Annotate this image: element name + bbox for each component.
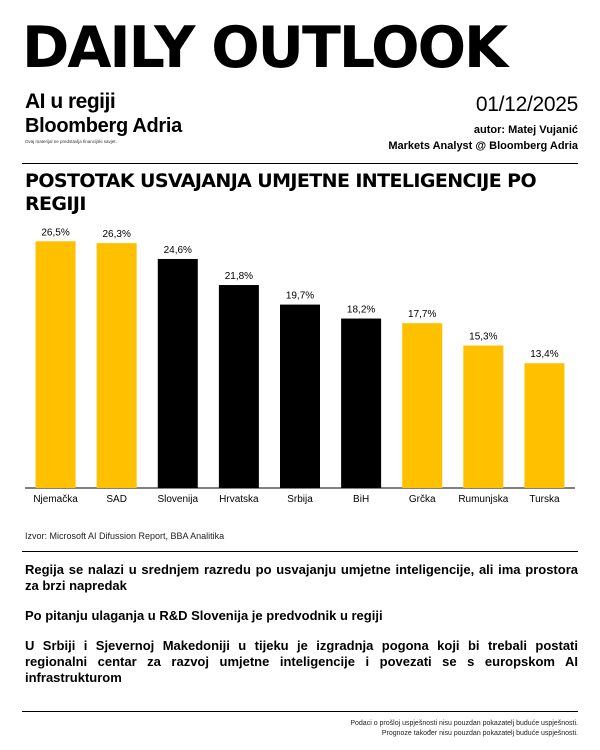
report-date: 01/12/2025 — [475, 93, 578, 116]
bar-value-label: 18,2% — [346, 304, 376, 316]
footer-disclaimer — [350, 719, 578, 739]
x-tick-label: Srbija — [287, 494, 313, 505]
small-disclaimer: Ovaj materijal ne predstavlja financijski savjet. — [25, 139, 117, 144]
bar-7 — [463, 346, 503, 488]
author-name: autor: Matej Vujanić — [473, 124, 578, 136]
x-tick-label: Slovenija — [157, 494, 199, 505]
insight-item: Po pitanju ulaganja u R&D Slovenija je predvodnik u regiji — [25, 608, 383, 623]
bar-2 — [158, 259, 198, 488]
x-tick-label: Turska — [529, 494, 560, 505]
x-tick-label: Grčka — [408, 494, 436, 505]
bar-value-label: 26,3% — [102, 229, 131, 241]
bar-6 — [402, 323, 442, 488]
middle-divider — [22, 551, 578, 552]
insights-list — [25, 562, 578, 700]
bar-4 — [280, 305, 320, 488]
author-role: Markets Analyst @ Bloomberg Adria — [388, 140, 578, 152]
bar-value-label: 15,3% — [469, 331, 498, 343]
bar-3 — [219, 285, 259, 488]
footer-line-1: Podaci o prošloj uspješnosti nisu pouzdan pokazatelj buduće uspješnosti. — [350, 720, 578, 727]
footer-line-2: Prognoze također nisu pouzdan pokazatelj buduće uspješnosti. — [381, 730, 578, 737]
insight-item: Regija se nalazi u srednjem razredu po usvajanju umjetne inteligencije, ali ima prostora za brzi napredak — [25, 562, 578, 593]
bar-value-label: 17,7% — [408, 309, 437, 321]
insight-item: U Srbiji i Sjevernoj Makedoniji u tijeku je izgradnja pogona koji bi trebali postati regionalni centar za razvoj umjetne inteligencije i povezati se s europskom AI infrastrukturom — [25, 638, 578, 685]
bottom-divider — [22, 711, 578, 712]
author-block — [388, 122, 578, 154]
bar-value-label: 24,6% — [163, 244, 192, 256]
x-tick-label: Hrvatska — [219, 494, 259, 505]
bar-5 — [341, 319, 381, 488]
bar-chart — [0, 220, 600, 510]
bar-value-label: 19,7% — [285, 290, 315, 302]
bar-0 — [36, 241, 76, 488]
bar-8 — [524, 363, 564, 488]
bar-1 — [97, 243, 137, 488]
x-tick-label: Rumunjska — [458, 494, 509, 505]
bar-value-label: 21,8% — [224, 271, 254, 283]
bar-value-label: 13,4% — [530, 349, 559, 361]
chart-source: Izvor: Microsoft AI Difussion Report, BBA Analitika — [25, 531, 225, 541]
chart-title: POSTOTAK USVAJANJA UMJETNE INTELIGENCIJE PO REGIJI — [25, 170, 537, 215]
x-tick-label: BiH — [353, 494, 370, 505]
x-tick-label: SAD — [106, 494, 127, 505]
x-tick-label: Njemačka — [33, 494, 78, 505]
bar-value-label: 26,5% — [41, 227, 70, 239]
top-divider — [22, 163, 578, 164]
report-subtitle: AI u regiji — [25, 90, 116, 113]
masthead-title: DAILY OUTLOOK — [22, 15, 507, 81]
brand-name: Bloomberg Adria — [25, 115, 182, 137]
